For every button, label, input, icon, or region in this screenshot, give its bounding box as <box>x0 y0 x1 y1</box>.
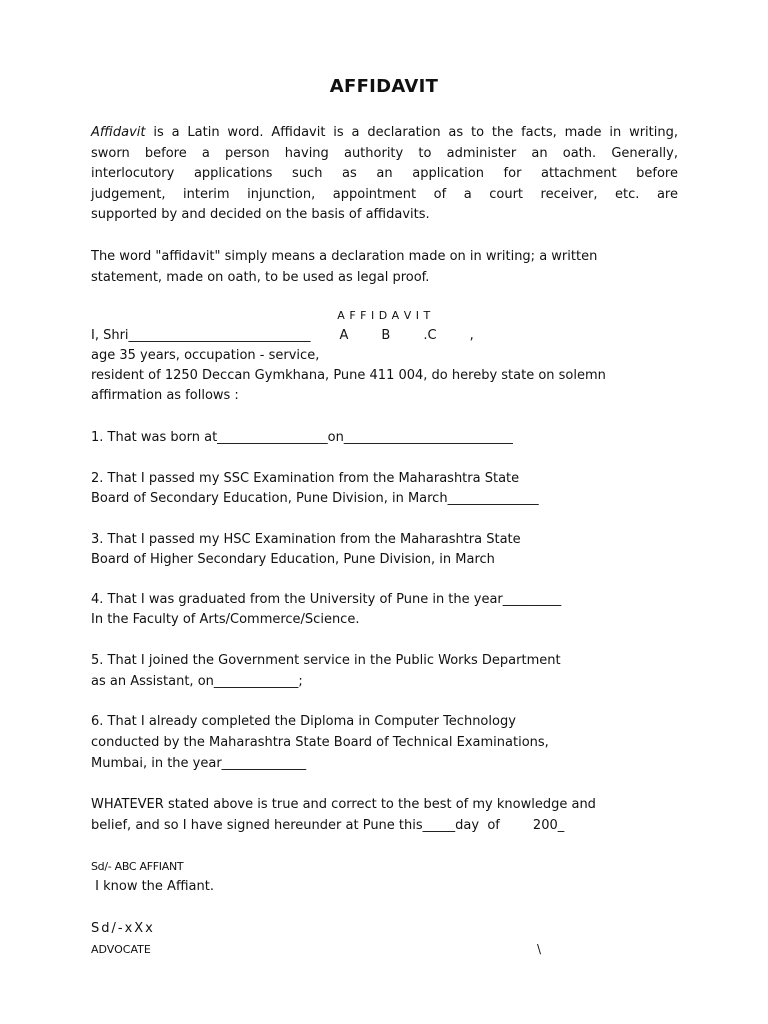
advocate-label: ADVOCATE <box>91 943 151 956</box>
intro-line-4: judgement, interim injunction, appointment of a court receiver, etc. are <box>91 186 678 202</box>
item-5-line-2: as an Assistant, on_____________; <box>91 674 303 689</box>
item-3-line-1: 3. That I passed my HSC Examination from the Maharashtra State <box>91 532 521 547</box>
item-2-line-1: 2. That I passed my SSC Examination from the Maharashtra State <box>91 471 520 486</box>
intro-line-5: supported by and decided on the basis of affidavits. <box>91 207 430 222</box>
closing-line-2: belief, and so I have signed hereunder at Pune this_____day of 200_ <box>91 818 565 833</box>
item-1-line-1: 1. That was born at_________________on__________________________ <box>91 430 513 445</box>
item-3-line-2: Board of Higher Secondary Education, Pune Division, in March <box>91 552 495 567</box>
intro-line-3: interlocutory applications such as an application for attachment before <box>91 166 678 181</box>
affidavit-subtitle: A F F I D A V I T <box>337 309 431 322</box>
document-title: AFFIDAVIT <box>329 76 439 97</box>
declarant-line-2: age 35 years, occupation - service, <box>91 348 320 363</box>
know-affiant-line: I know the Affiant. <box>91 879 214 894</box>
item-4-line-2: In the Faculty of Arts/Commerce/Science. <box>91 612 360 627</box>
advocate-signature: Sd/-xXx <box>91 921 155 936</box>
intro-italic-word: Affidavit <box>91 125 146 140</box>
item-2-line-2: Board of Secondary Education, Pune Division, in March______________ <box>91 491 539 506</box>
declarant-line-1: I, Shri____________________________ A B .C , <box>91 328 474 343</box>
item-6-line-1: 6. That I already completed the Diploma in Computer Technology <box>91 714 516 729</box>
stray-backslash: \ <box>537 942 542 956</box>
definition-line-2: statement, made on oath, to be used as legal proof. <box>91 269 430 285</box>
item-6-line-2: conducted by the Maharashtra State Board of Technical Examinations, <box>91 735 549 750</box>
item-5-line-1: 5. That I joined the Government service in the Public Works Department <box>91 653 561 668</box>
definition-line-1: The word "affidavit" simply means a declaration made on in writing; a written <box>91 249 598 264</box>
item-4-line-1: 4. That I was graduated from the University of Pune in the year_________ <box>91 592 562 607</box>
intro-paragraph <box>91 123 678 226</box>
closing-line-1: WHATEVER stated above is true and correct to the best of my knowledge and <box>91 797 596 812</box>
definition-paragraph <box>91 247 678 288</box>
item-6-line-3: Mumbai, in the year_____________ <box>91 756 307 771</box>
intro-line-2: sworn before a person having authority to administer an oath. Generally, <box>91 145 678 161</box>
declarant-line-3: resident of 1250 Deccan Gymkhana, Pune 411 004, do hereby state on solemn <box>91 368 606 383</box>
affiant-signature: Sd/- ABC AFFIANT <box>91 860 184 873</box>
declarant-line-4: affirmation as follows : <box>91 388 239 403</box>
intro-line-1: Affidavit is a Latin word. Affidavit is a declaration as to the facts, made in writing, <box>91 125 678 140</box>
